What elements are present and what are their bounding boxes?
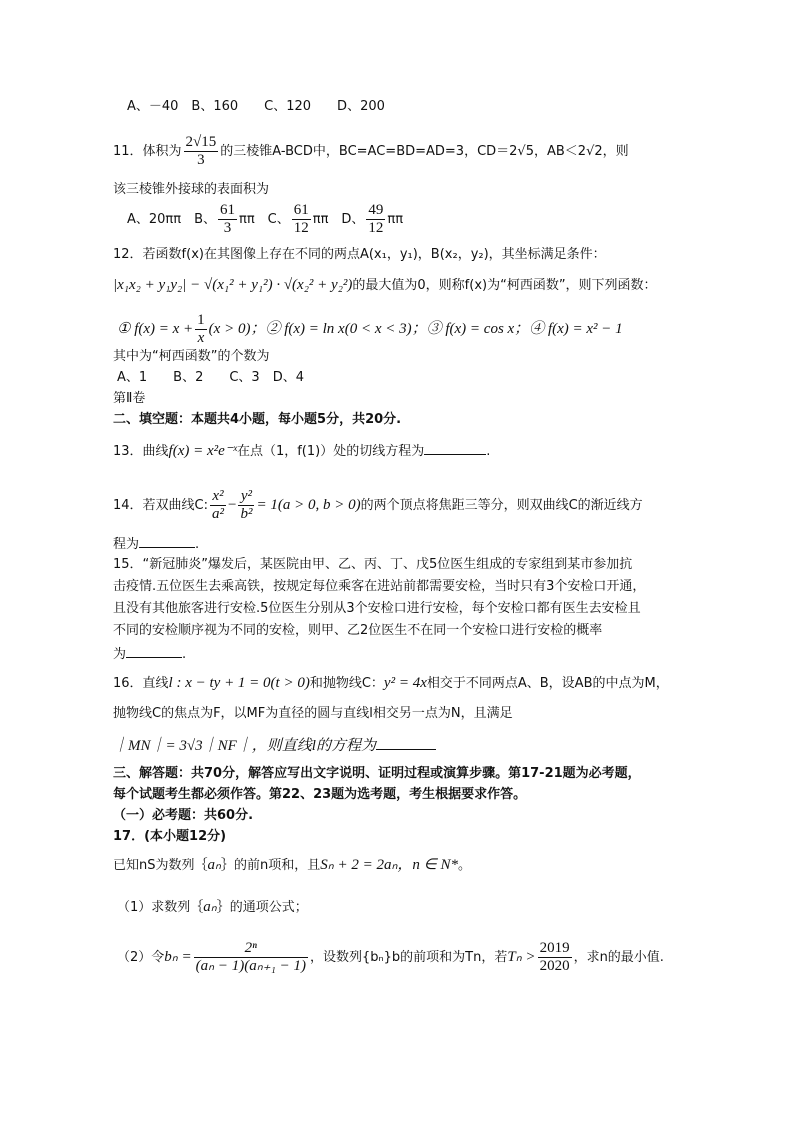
q12-functions: ① f(x) = x + $\frac{1}{x}$ (x > 0)；② f(x) = ln x(0 < x < 3)；③ f(x) = cos x；④ f(x) = x² − 1 bbox=[117, 312, 623, 346]
question-14: 14．若双曲线C: $\frac{\text{x²}}{\text{a²}}$ − $\frac{\text{y²}}{\text{b²}}$ = 1(a > 0, b > 0)的两个顶点将焦距三等分，则双曲线C的渐近线方 bbox=[113, 488, 643, 522]
question-11 bbox=[113, 134, 629, 169]
section3-line2: 每个试题考生都必须作答。第22、23题为选考题，考生根据要求作答。 bbox=[113, 787, 527, 802]
q17-part2: （2）令bₙ = $\frac{\text{2ⁿ}}{\text{(aₙ − 1)(aₙ₊₁ − 1)}}$ ，设数列{bₙ}b的前项和为Tn，若Tₙ > $\frac{2019}{2020}$ ，求n的最小值. bbox=[117, 940, 664, 974]
q16-line3: ｜MN｜= 3√3｜NF｜，则直线l的方程为 bbox=[113, 736, 436, 756]
q17-given: 已知nS为数列｛aₙ｝的前n项和，且Sₙ + 2 = 2aₙ，n ∈ N*。 bbox=[113, 857, 472, 873]
part2-title: 第Ⅱ卷 bbox=[113, 391, 146, 406]
q12-f1-fraction: $\frac{1}{x}$ bbox=[197, 312, 205, 346]
q17-heading: 17．(本小题12分) bbox=[113, 829, 227, 844]
question-13: 13．曲线f(x) = x²e⁻ˣ在点（1，f(1)）处的切线方程为 . bbox=[113, 443, 491, 459]
q15-line2: 击疫情.五位医生去乘高铁，按规定每位乘客在进站前都需要安检，当时只有3个安检口开通， bbox=[113, 579, 646, 594]
q15-line1: 15．“新冠肺炎”爆发后，某医院由甲、乙、丙、丁、戊5位医生组成的专家组到某市参加抗 bbox=[113, 557, 633, 572]
q12-condition-formula: |x₁x₂ + y₁y₂| − √(x₁² + y₁²) · √(x₂² + y₂²) bbox=[113, 277, 353, 293]
q12-line4: 其中为“柯西函数”的个数为 bbox=[113, 349, 270, 364]
question-16: 16．直线l : x − ty + 1 = 0(t > 0)和抛物线C：y² = 4x相交于不同两点A、B，设AB的中点为M， bbox=[113, 675, 669, 691]
q10-options: A、－40 B、160 C、120 D、200 bbox=[127, 99, 385, 114]
q11-line2: 该三棱锥外接球的表面积为 bbox=[113, 182, 270, 197]
q11-text: 的三棱锥A-BCD中，BC=AC=BD=AD=3，CD＝2√5，AB＜2√2，则 bbox=[220, 144, 629, 159]
section2-title: 二、填空题：本题共4小题，每小题5分，共20分. bbox=[113, 412, 402, 427]
q12-line1: 12．若函数f(x)在其图像上存在不同的两点A(x₁，y₁)，B(x₂，y₂)，其坐标满足条件： bbox=[113, 247, 606, 262]
q14-answer-blank[interactable] bbox=[139, 534, 195, 548]
q13-formula: f(x) = x²e⁻ˣ bbox=[168, 443, 237, 459]
q17-bn-fraction: $\frac{\text{2ⁿ}}{\text{(aₙ − 1)(aₙ₊₁ − 1)}}$ bbox=[195, 940, 306, 974]
q14-x-fraction: $\frac{\text{x²}}{\text{a²}}$ bbox=[212, 488, 224, 522]
q12-options: A、1 B、2 C、3 D、4 bbox=[117, 370, 304, 385]
q11-number: 11．体积为 bbox=[113, 144, 182, 159]
q12-line2: |x₁x₂ + y₁y₂| − √(x₁² + y₁²) · √(x₂² + y₂²)的最大值为0，则称f(x)为“柯西函数”，则下列函数： bbox=[113, 277, 657, 293]
q11-volume-fraction: $\frac{2√15}{3}$ bbox=[185, 134, 217, 168]
q11-options: A、20ππ B、 $\frac{61}{3}$ ππ C、 $\frac{61}{12}$ ππ D、 $\frac{49}{12}$ ππ bbox=[127, 202, 404, 236]
q15-answer-blank[interactable] bbox=[126, 644, 182, 658]
q11-option-b-fraction: $\frac{61}{3}$ bbox=[220, 202, 236, 236]
q11-option-c-fraction: $\frac{61}{12}$ bbox=[293, 202, 309, 236]
section3-line1: 三、解答题：共70分，解答应写出文字说明、证明过程或演算步骤。第17-21题为必考题， bbox=[113, 766, 641, 781]
q17-part1: （1）求数列｛aₙ｝的通项公式； bbox=[117, 899, 308, 915]
q17-tn-fraction: $\frac{2019}{2020}$ bbox=[539, 940, 570, 974]
q15-line3: 且没有其他旅客进行安检.5位医生分别从3个安检口进行安检，每个安检口都有医生去安检且 bbox=[113, 601, 641, 616]
q16-answer-blank[interactable] bbox=[376, 736, 436, 750]
q14-line2: 程为 . bbox=[113, 534, 199, 554]
q13-answer-blank[interactable] bbox=[424, 441, 486, 455]
q15-line5: 为 . bbox=[113, 644, 186, 664]
section3-line3: （一）必考题：共60分. bbox=[113, 808, 254, 823]
q11-option-d-fraction: $\frac{49}{12}$ bbox=[368, 202, 384, 236]
q16-line2: 抛物线C的焦点为F，以MF为直径的圆与直线l相交另一点为N，且满足 bbox=[113, 706, 513, 721]
q14-y-fraction: $\frac{\text{y²}}{\text{b²}}$ bbox=[240, 488, 253, 522]
q15-line4: 不同的安检顺序视为不同的安检，则甲、乙2位医生不在同一个安检口进行安检的概率 bbox=[113, 623, 603, 638]
